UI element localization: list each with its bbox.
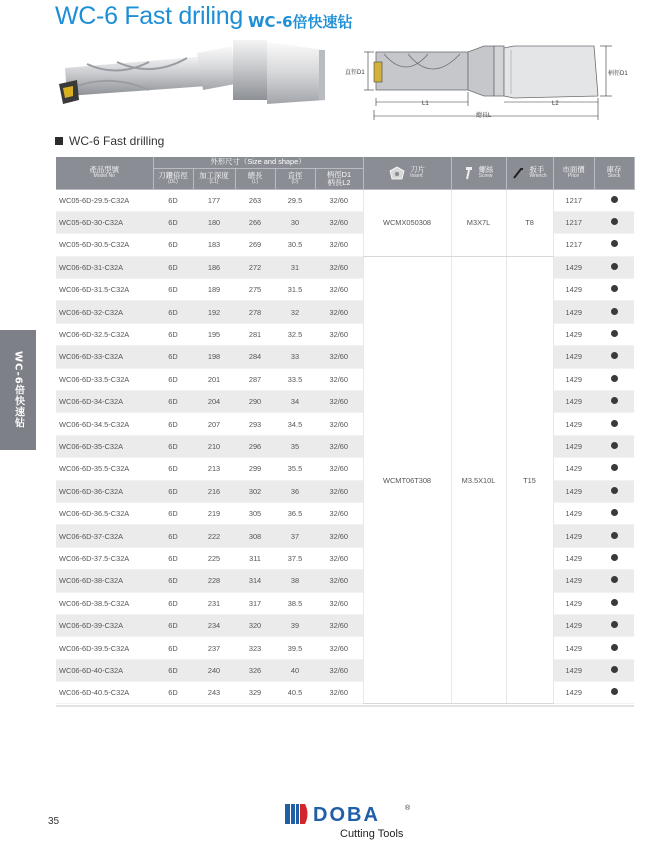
cell-l: 299	[235, 458, 275, 480]
section-bullet	[55, 137, 63, 145]
cell-l: 287	[235, 368, 275, 390]
cell-price: 1429	[553, 547, 594, 569]
cell-price: 1429	[553, 659, 594, 681]
wrench-icon	[512, 166, 524, 180]
cell-l: 275	[235, 279, 275, 301]
cell-shank: 32/60	[315, 346, 363, 368]
stock-dot-icon	[611, 420, 618, 427]
cell-d: 36	[275, 480, 315, 502]
cell-d: 36.5	[275, 502, 315, 524]
col-header-screw: 螺絲 Screw	[451, 157, 506, 189]
cell-stock	[594, 525, 634, 547]
cell-l1: 231	[193, 592, 235, 614]
diagram-label-d1: 直徑D1	[345, 70, 365, 76]
cell-stock	[594, 391, 634, 413]
cell-shank: 32/60	[315, 279, 363, 301]
cell-price: 1217	[553, 234, 594, 256]
cell-l: 266	[235, 211, 275, 233]
stock-dot-icon	[611, 487, 618, 494]
cell-price: 1429	[553, 570, 594, 592]
cell-dl: 6D	[153, 570, 193, 592]
cell-model: WC05-6D-29.5-C32A	[56, 189, 153, 211]
cell-price: 1429	[553, 413, 594, 435]
diagram-label-total: 總長L	[476, 113, 492, 119]
cell-l1: 204	[193, 391, 235, 413]
cell-stock	[594, 547, 634, 569]
cell-dl: 6D	[153, 480, 193, 502]
cell-price: 1429	[553, 323, 594, 345]
cell-price: 1429	[553, 346, 594, 368]
cell-model: WC06-6D-37.5-C32A	[56, 547, 153, 569]
cell-insert: WCMT06T308	[363, 256, 451, 704]
cell-l1: 228	[193, 570, 235, 592]
cell-l: 314	[235, 570, 275, 592]
stock-dot-icon	[611, 442, 618, 449]
spec-table-body	[56, 189, 634, 704]
cell-price: 1429	[553, 592, 594, 614]
side-tab-label: WC-6倍快速钻	[12, 351, 24, 429]
cell-stock	[594, 211, 634, 233]
cell-shank: 32/60	[315, 256, 363, 278]
cell-d: 29.5	[275, 189, 315, 211]
cell-dl: 6D	[153, 547, 193, 569]
cell-stock	[594, 637, 634, 659]
col-header-wrench: 扳手 Wrench	[506, 157, 553, 189]
cell-l: 263	[235, 189, 275, 211]
cell-l1: 240	[193, 659, 235, 681]
cell-l: 296	[235, 435, 275, 457]
stock-dot-icon	[611, 196, 618, 203]
cell-dl: 6D	[153, 346, 193, 368]
cell-wrench: T15	[506, 256, 553, 704]
stock-dot-icon	[611, 621, 618, 628]
diagram-label-shank-d1: 柄徑D1	[608, 71, 628, 77]
cell-l: 290	[235, 391, 275, 413]
cell-price: 1429	[553, 458, 594, 480]
cell-model: WC06-6D-32-C32A	[56, 301, 153, 323]
cell-model: WC06-6D-40.5-C32A	[56, 682, 153, 704]
cell-model: WC06-6D-36-C32A	[56, 480, 153, 502]
cell-dl: 6D	[153, 211, 193, 233]
cell-shank: 32/60	[315, 525, 363, 547]
spec-table	[56, 157, 635, 704]
cell-price: 1429	[553, 391, 594, 413]
cell-l1: 210	[193, 435, 235, 457]
cell-l: 305	[235, 502, 275, 524]
cell-stock	[594, 346, 634, 368]
cell-d: 31.5	[275, 279, 315, 301]
cell-l1: 180	[193, 211, 235, 233]
section-title: WC-6 Fast drilling	[69, 134, 165, 148]
col-header-price: 市面價 Price	[553, 157, 594, 189]
cell-model: WC06-6D-32.5-C32A	[56, 323, 153, 345]
stock-dot-icon	[611, 532, 618, 539]
cell-d: 38.5	[275, 592, 315, 614]
cell-model: WC06-6D-35.5-C32A	[56, 458, 153, 480]
cell-shank: 32/60	[315, 323, 363, 345]
cell-d: 39	[275, 614, 315, 636]
cell-l: 311	[235, 547, 275, 569]
cell-model: WC06-6D-39.5-C32A	[56, 637, 153, 659]
cell-stock	[594, 458, 634, 480]
cell-l1: 201	[193, 368, 235, 390]
cell-d: 33	[275, 346, 315, 368]
cell-l1: 219	[193, 502, 235, 524]
stock-dot-icon	[611, 509, 618, 516]
cell-shank: 32/60	[315, 592, 363, 614]
cell-stock	[594, 502, 634, 524]
cell-l1: 216	[193, 480, 235, 502]
side-tab	[0, 330, 36, 450]
brand-subtitle: Cutting Tools	[340, 828, 404, 840]
table-row	[56, 189, 634, 211]
col-header-l1: 加工深度 (L1)	[193, 168, 235, 189]
cell-shank: 32/60	[315, 234, 363, 256]
cell-stock	[594, 659, 634, 681]
cell-l: 317	[235, 592, 275, 614]
cell-l: 278	[235, 301, 275, 323]
cell-stock	[594, 480, 634, 502]
cell-model: WC06-6D-39-C32A	[56, 614, 153, 636]
cell-model: WC05-6D-30-C32A	[56, 211, 153, 233]
cell-shank: 32/60	[315, 301, 363, 323]
stock-dot-icon	[611, 397, 618, 404]
diagram-label-l1: L1	[422, 101, 429, 107]
cell-shank: 32/60	[315, 189, 363, 211]
cell-dl: 6D	[153, 592, 193, 614]
stock-dot-icon	[611, 330, 618, 337]
cell-model: WC06-6D-31-C32A	[56, 256, 153, 278]
cell-dl: 6D	[153, 614, 193, 636]
stock-dot-icon	[611, 308, 618, 315]
stock-dot-icon	[611, 464, 618, 471]
cell-shank: 32/60	[315, 435, 363, 457]
cell-l: 329	[235, 682, 275, 704]
stock-dot-icon	[611, 599, 618, 606]
stock-dot-icon	[611, 576, 618, 583]
cell-model: WC06-6D-40-C32A	[56, 659, 153, 681]
cell-price: 1429	[553, 256, 594, 278]
cell-price: 1217	[553, 189, 594, 211]
section-heading	[55, 134, 164, 148]
cell-stock	[594, 413, 634, 435]
cell-shank: 32/60	[315, 391, 363, 413]
cell-shank: 32/60	[315, 458, 363, 480]
cell-price: 1217	[553, 211, 594, 233]
cell-model: WC06-6D-34.5-C32A	[56, 413, 153, 435]
col-header-d: 直徑 (D)	[275, 168, 315, 189]
cell-stock	[594, 234, 634, 256]
cell-l1: 195	[193, 323, 235, 345]
cell-d: 37.5	[275, 547, 315, 569]
cell-d: 40.5	[275, 682, 315, 704]
cell-shank: 32/60	[315, 682, 363, 704]
col-header-stock: 庫存 Stock	[594, 157, 634, 189]
cell-model: WC06-6D-35-C32A	[56, 435, 153, 457]
cell-dl: 6D	[153, 435, 193, 457]
cell-dl: 6D	[153, 189, 193, 211]
cell-model: WC06-6D-38-C32A	[56, 570, 153, 592]
cell-l1: 234	[193, 614, 235, 636]
stock-dot-icon	[611, 263, 618, 270]
cell-l1: 213	[193, 458, 235, 480]
cell-stock	[594, 570, 634, 592]
page-number: 35	[48, 816, 60, 827]
cell-d: 35	[275, 435, 315, 457]
cell-dl: 6D	[153, 637, 193, 659]
cell-l: 320	[235, 614, 275, 636]
cell-model: WC06-6D-37-C32A	[56, 525, 153, 547]
cell-stock	[594, 592, 634, 614]
cell-d: 38	[275, 570, 315, 592]
cell-l: 293	[235, 413, 275, 435]
cell-d: 30	[275, 211, 315, 233]
cell-stock	[594, 435, 634, 457]
cell-l1: 198	[193, 346, 235, 368]
cell-shank: 32/60	[315, 413, 363, 435]
cell-l1: 222	[193, 525, 235, 547]
cell-price: 1429	[553, 480, 594, 502]
cell-dl: 6D	[153, 279, 193, 301]
cell-model: WC06-6D-38.5-C32A	[56, 592, 153, 614]
stock-dot-icon	[611, 240, 618, 247]
cell-model: WC06-6D-31.5-C32A	[56, 279, 153, 301]
cell-l1: 177	[193, 189, 235, 211]
cell-stock	[594, 256, 634, 278]
cell-l1: 237	[193, 637, 235, 659]
page-title-cn: WC-6倍快速钻	[248, 13, 353, 31]
screw-icon	[464, 166, 474, 180]
cell-d: 32.5	[275, 323, 315, 345]
cell-stock	[594, 323, 634, 345]
table-row	[56, 256, 634, 278]
cell-l1: 192	[193, 301, 235, 323]
cell-dl: 6D	[153, 323, 193, 345]
cell-shank: 32/60	[315, 659, 363, 681]
cell-dl: 6D	[153, 234, 193, 256]
cell-stock	[594, 368, 634, 390]
cell-l: 323	[235, 637, 275, 659]
cell-model: WC06-6D-33.5-C32A	[56, 368, 153, 390]
cell-model: WC06-6D-36.5-C32A	[56, 502, 153, 524]
cell-l: 272	[235, 256, 275, 278]
cell-stock	[594, 189, 634, 211]
col-header-model: 產品型號 Model No	[56, 157, 153, 189]
cell-dl: 6D	[153, 682, 193, 704]
cell-price: 1429	[553, 614, 594, 636]
table-bottom-rule	[56, 705, 634, 707]
cell-d: 39.5	[275, 637, 315, 659]
cell-l: 326	[235, 659, 275, 681]
col-header-insert: 刀片 Insert	[363, 157, 451, 189]
cell-dl: 6D	[153, 391, 193, 413]
cell-model: WC06-6D-34-C32A	[56, 391, 153, 413]
stock-dot-icon	[611, 644, 618, 651]
cell-l1: 189	[193, 279, 235, 301]
drill-diagram	[336, 40, 636, 122]
cell-price: 1429	[553, 682, 594, 704]
cell-shank: 32/60	[315, 570, 363, 592]
drill-photo	[57, 38, 329, 128]
stock-dot-icon	[611, 688, 618, 695]
cell-shank: 32/60	[315, 547, 363, 569]
cell-screw: M3X7L	[451, 189, 506, 256]
cell-stock	[594, 301, 634, 323]
svg-text:®: ®	[405, 805, 411, 812]
cell-l: 281	[235, 323, 275, 345]
cell-d: 33.5	[275, 368, 315, 390]
cell-l: 308	[235, 525, 275, 547]
cell-stock	[594, 682, 634, 704]
col-header-l: 總長 (L)	[235, 168, 275, 189]
diagram-label-l2: L2	[552, 101, 559, 107]
cell-price: 1429	[553, 435, 594, 457]
cell-shank: 32/60	[315, 637, 363, 659]
cell-l1: 243	[193, 682, 235, 704]
cell-l1: 183	[193, 234, 235, 256]
stock-dot-icon	[611, 666, 618, 673]
cell-l: 269	[235, 234, 275, 256]
cell-price: 1429	[553, 502, 594, 524]
cell-d: 35.5	[275, 458, 315, 480]
cell-model: WC05-6D-30.5-C32A	[56, 234, 153, 256]
cell-l1: 186	[193, 256, 235, 278]
stock-dot-icon	[611, 554, 618, 561]
cell-price: 1429	[553, 525, 594, 547]
cell-dl: 6D	[153, 256, 193, 278]
page-title: WC-6 Fast driling	[55, 2, 243, 30]
cell-model: WC06-6D-33-C32A	[56, 346, 153, 368]
cell-price: 1429	[553, 301, 594, 323]
col-header-dl: 刀鑽倍徑 (DL)	[153, 168, 193, 189]
cell-d: 34	[275, 391, 315, 413]
cell-l1: 225	[193, 547, 235, 569]
col-header-dims-group: 外形尺寸（Size and shape）	[153, 157, 363, 168]
cell-dl: 6D	[153, 458, 193, 480]
col-header-shank: 柄徑D1 柄長L2	[315, 168, 363, 189]
stock-dot-icon	[611, 218, 618, 225]
cell-dl: 6D	[153, 413, 193, 435]
spec-table-header	[56, 157, 634, 189]
cell-l: 284	[235, 346, 275, 368]
cell-shank: 32/60	[315, 480, 363, 502]
stock-dot-icon	[611, 352, 618, 359]
cell-d: 34.5	[275, 413, 315, 435]
insert-icon	[389, 166, 405, 180]
cell-shank: 32/60	[315, 614, 363, 636]
cell-stock	[594, 279, 634, 301]
cell-price: 1429	[553, 637, 594, 659]
cell-screw: M3.5X10L	[451, 256, 506, 704]
cell-dl: 6D	[153, 301, 193, 323]
svg-text:DOBA: DOBA	[313, 804, 380, 826]
cell-price: 1429	[553, 279, 594, 301]
cell-insert: WCMX050308	[363, 189, 451, 256]
stock-dot-icon	[611, 375, 618, 382]
cell-d: 37	[275, 525, 315, 547]
cell-d: 31	[275, 256, 315, 278]
cell-shank: 32/60	[315, 368, 363, 390]
cell-shank: 32/60	[315, 502, 363, 524]
cell-l: 302	[235, 480, 275, 502]
cell-dl: 6D	[153, 525, 193, 547]
cell-dl: 6D	[153, 368, 193, 390]
stock-dot-icon	[611, 285, 618, 292]
cell-d: 30.5	[275, 234, 315, 256]
cell-shank: 32/60	[315, 211, 363, 233]
cell-d: 32	[275, 301, 315, 323]
cell-wrench: T8	[506, 189, 553, 256]
cell-price: 1429	[553, 368, 594, 390]
cell-dl: 6D	[153, 502, 193, 524]
cell-d: 40	[275, 659, 315, 681]
cell-l1: 207	[193, 413, 235, 435]
cell-stock	[594, 614, 634, 636]
cell-dl: 6D	[153, 659, 193, 681]
